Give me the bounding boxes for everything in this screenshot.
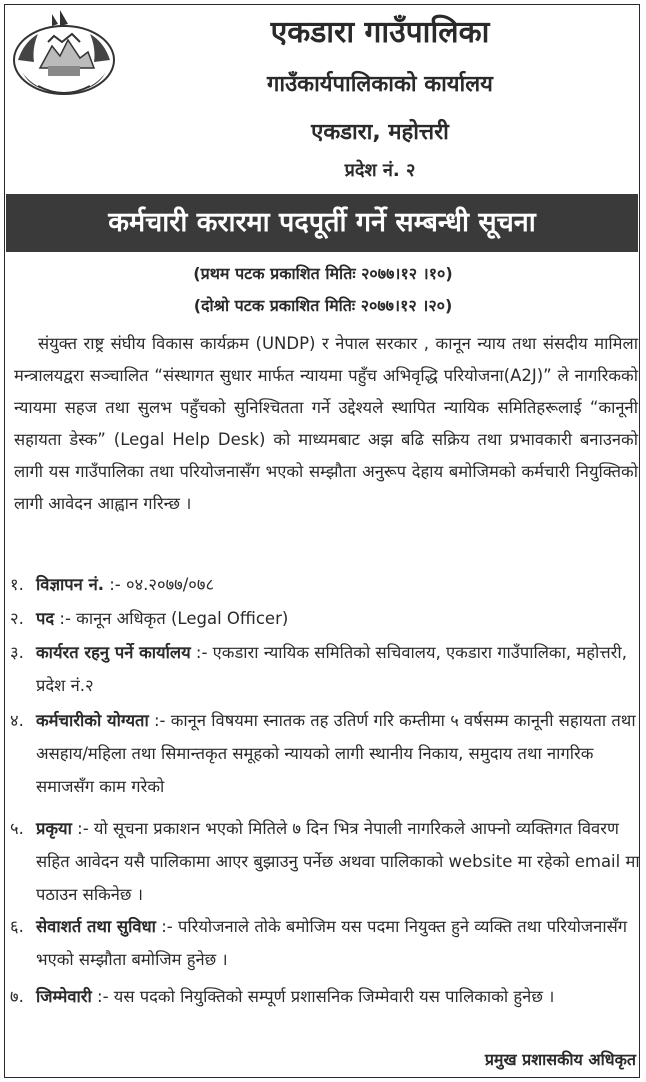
office-name: गाउँकार्यपालिकाको कार्यालय — [267, 72, 493, 97]
list-item — [10, 910, 640, 976]
item-label: पद — [36, 609, 55, 628]
item-label: विज्ञापन नं. — [36, 575, 104, 594]
list-item — [10, 602, 640, 635]
item-text: :- कानून विषयमा स्नातक तह उतिर्ण गरि कम्तीमा ५ वर्षसम्म कानूनी सहायता तथा असहाय/महिला तथा सिमान्तकृत समूहको न्यायको लागी स्थानीय निकाय, समुदाय तथा नागरिक समाजसँग काम गरेको — [36, 711, 636, 796]
item-text: :- परियोजनाले तोके बमोजिम यस पदमा नियुक्त हुने व्यक्ति तथा परियोजनासँग भएको सम्झौता बमोजिम हुनेछ । — [36, 917, 628, 969]
notice-title: कर्मचारी करारमा पदपूर्ती गर्ने सम्बन्धी सूचना — [6, 194, 638, 252]
item-text: :- ०४.२०७७/०७८ — [104, 575, 215, 594]
item-text: :- एकडारा न्यायिक समितिको सचिवालय, एकडारा गाउँपालिका, महोत्तरी, प्रदेश नं.२ — [36, 643, 627, 695]
list-item — [10, 704, 640, 803]
item-label: कर्मचारीको योग्यता — [36, 711, 149, 730]
item-number: ४. — [10, 711, 24, 730]
item-number: ६. — [10, 917, 24, 936]
municipality-name: एकडारा गाउँपालिका — [270, 15, 490, 50]
list-item — [10, 568, 640, 601]
item-text: :- यो सूचना प्रकाशन भएको मितिले ७ दिन भित्र नेपाली नागरिकले आफ्नो व्यक्तिगत विवरण सहित आवेदन यसै पालिकामा आएर बुझाउनु पर्नेछ अथवा पालिकाको website मा रहेको email मा पठाउन सकिनेछ । — [36, 819, 640, 904]
intro-text: संयुक्त राष्ट्र संघीय विकास कार्यक्रम (UNDP) र नेपाल सरकार , कानून न्याय तथा संसदीय मामिला मन्त्रालयद्वरा सञ्चालित “संस्थागत सुधार मार्फत न्यायमा पहुँच अभिवृद्धि परियोजना(A2J)” ले नागरिकको न्यायमा सहज तथा सुलभ पहुँचको सुनिश्चितता गर्ने उद्देश्यले स्थापित न्यायिक समितिहरूलाई “कानूनी सहायता डेस्क” (Legal Help Desk) को माध्यमबाट अझ बढि सक्रिय तथा प्रभावकारी बनाउनको लागी यस गाउँपालिका तथा परियोजनासँग भएको सम्झौता अनुरूप देहाय बमोजिमको कर्मचारी नियुक्तिको लागी आवेदन आह्वान गरिन्छ । — [14, 334, 638, 513]
item-number: १. — [10, 575, 24, 594]
list-item — [10, 812, 640, 911]
item-text: :- यस पदको नियुक्तिको सम्पूर्ण प्रशासनिक जिम्मेवारी यस पालिकाको हुनेछ । — [91, 987, 555, 1006]
second-publication-date: (दोश्रो पटक प्रकाशित मितिः २०७७।१२ ।२०) — [193, 296, 453, 315]
first-publication-date: (प्रथम पटक प्रकाशित मितिः २०७७।१२ ।१०) — [193, 264, 453, 283]
item-label: जिम्मेवारी — [36, 987, 92, 1006]
emblem-logo — [8, 6, 120, 102]
signature-title: प्रमुख प्रशासकीय अधिकृत — [484, 1050, 636, 1069]
office-location: एकडारा, महोत्तरी — [311, 120, 449, 145]
list-item — [10, 980, 640, 1013]
item-label: सेवाशर्त तथा सुविधा — [36, 917, 156, 936]
item-number: २. — [10, 609, 24, 628]
province-label: प्रदेश नं. २ — [344, 160, 416, 181]
item-number: ३. — [10, 643, 24, 662]
intro-paragraph — [14, 328, 638, 520]
item-text: :- कानून अधिकृत (Legal Officer) — [54, 609, 289, 628]
item-number: ५. — [10, 819, 24, 838]
item-label: प्रकृया — [36, 819, 72, 838]
item-label: कार्यरत रहनु पर्ने कार्यालय — [36, 643, 191, 662]
item-number: ७. — [10, 987, 24, 1006]
list-item — [10, 636, 640, 702]
